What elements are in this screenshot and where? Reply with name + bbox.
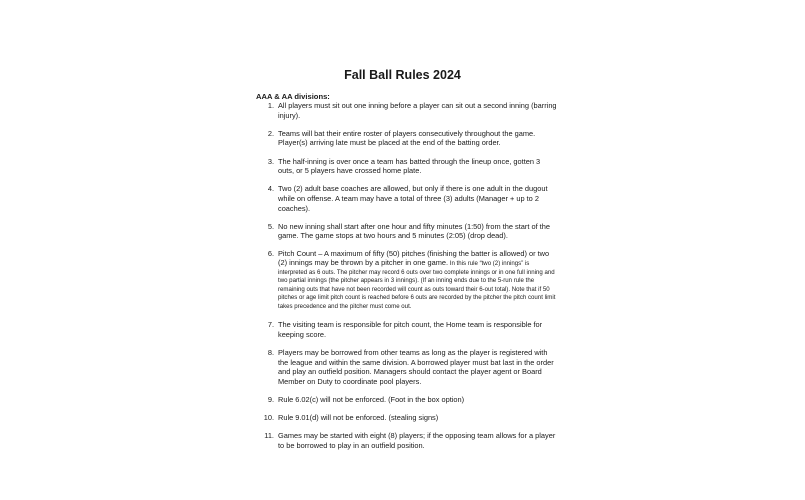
rule-lead-text: Pitch Count – A maximum of fifty (50) pitches (finishing the batter is allowed) or two (2) innings may be thrown by a pitcher in one game. [278,248,550,268]
document-title: Fall Ball Rules 2024 [344,68,461,82]
rule-number: 7. [267,320,274,330]
rules-list [257,101,557,459]
rule-item [257,222,557,241]
rule-text: Games may be started with eight (8) players; if the opposing team allows for a player to be borrowed to play in an outfield position. [278,431,556,450]
rule-text: No new inning shall start after one hour and fifty minutes (1:50) from the start of the game. The game stops at two hours and 5 minutes (2:05) (drop dead). [278,221,550,241]
rule-item [257,320,557,339]
rule-text: The visiting team is responsible for pitch count, the Home team is responsible for keeping score. [278,320,543,339]
rule-text: Rule 6.02(c) will not be enforced. (Foot in the box option) [278,395,465,404]
section-heading: AAA & AA divisions: [256,92,330,101]
rule-number: 10. [263,413,274,423]
rule-text: All players must sit out one inning before a player can sit out a second inning (barring injury). [278,101,557,120]
rule-number: 3. [267,156,274,166]
rule-number: 6. [267,248,274,258]
rule-number: 9. [267,395,274,404]
rule-number: 4. [267,184,274,194]
rule-number: 1. [267,101,274,110]
rule-item [257,101,557,120]
rule-number: 5. [267,221,274,231]
rule-item [257,184,557,213]
rule-item [257,348,557,386]
rule-item [257,395,557,405]
rule-detail-text: In this rule “two (2) innings” is interpreted as 6 outs. The pitcher may record 6 outs over two complete innings or in one full inning and two partial innings (the pitcher appears in 3 innings). (If an inning ends due to the 5-run rule the remaining outs that have not been recorded will count as outs toward their 6-out total). Note that if 50 pitches or age limit pitch count is reached before 6 outs are recorded by the pitcher the pitch count limit takes precedence and the pitcher must come out. [278,260,556,311]
rule-item [257,431,557,450]
rule-item [257,413,557,423]
rule-item [257,129,557,148]
rule-text: The half-inning is over once a team has batted through the lineup once, gotten 3 outs, or 5 players have crossed home plate. [278,156,541,176]
rule-text: Teams will bat their entire roster of players consecutively throughout the game. Player(s) arriving late must be placed at the end of the batting order. [278,128,536,148]
rule-text: Players may be borrowed from other teams as long as the player is registered with the league and within the same division. A borrowed player must bat last in the order and play an outfield position. Managers should contact the player agent or Board Member on Duty to coordinate pool players. [278,348,554,386]
rule-number: 2. [267,128,274,138]
rule-text: Two (2) adult base coaches are allowed, but only if there is one adult in the dugout while on offense. A team may have a total of three (3) adults (Manager + up to 2 coaches). [278,184,548,213]
rule-item [257,157,557,176]
rule-text [278,250,557,312]
rule-number: 8. [267,348,274,358]
rule-number: 11. [264,431,274,441]
rule-item-pitch-count [257,250,557,312]
rule-text: Rule 9.01(d) will not be enforced. (stealing signs) [278,413,439,423]
